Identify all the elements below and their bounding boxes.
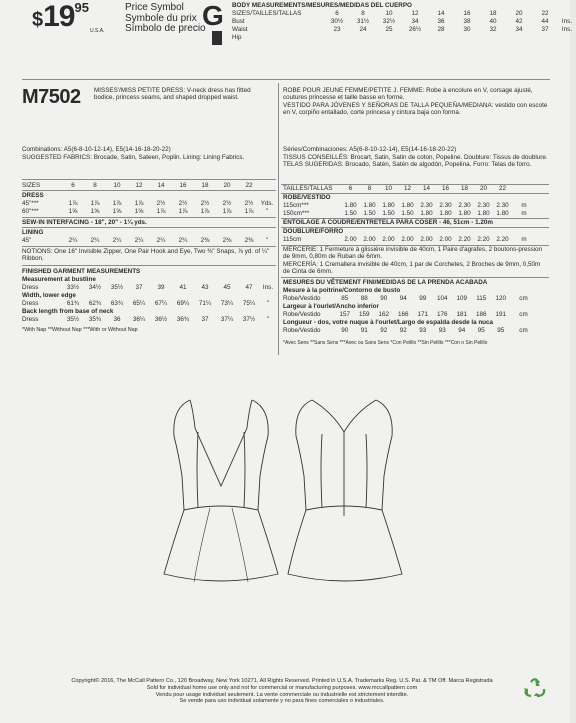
cell: 12 xyxy=(403,185,411,192)
cell: 37 xyxy=(201,316,209,323)
divider xyxy=(22,227,276,228)
cell: 6 xyxy=(348,185,353,192)
yardage-fr-sizes-row xyxy=(283,185,512,192)
cell: 162 xyxy=(378,311,389,318)
price-cents: 95 xyxy=(74,0,89,15)
cell: 1.50 xyxy=(401,210,414,217)
row-label: SIZES xyxy=(22,182,41,189)
lining-fr-label: DOUBLURE/FORRO xyxy=(283,228,344,235)
cell: 2.00 xyxy=(420,236,433,243)
cell: 22 xyxy=(245,182,253,189)
cell: 36½ xyxy=(154,316,168,323)
row-label: Robe/Vestido xyxy=(283,311,321,318)
fabrics-fr-es xyxy=(283,154,548,169)
finished-footnote-fr: *Avec Sens **Sans Sens ***Avec ou Sans Sens *Con Pelillo **Sin Pelillo ***Con o Sin Pelillo xyxy=(283,340,488,346)
row-label: 45"*** xyxy=(22,200,39,207)
cell: 93 xyxy=(419,327,427,334)
cell: 20 xyxy=(223,182,231,189)
cell: 2¼ xyxy=(112,237,122,244)
cell: 90 xyxy=(341,327,349,334)
cell: 91 xyxy=(360,327,368,334)
cell: 176 xyxy=(436,311,448,318)
body-hip-row xyxy=(232,34,324,41)
unit: m xyxy=(521,210,527,217)
row-label: Hip xyxy=(232,34,242,41)
cell: 37¼ xyxy=(220,316,234,323)
cell: 22 xyxy=(498,185,506,192)
desc-es-text: VESTIDO PARA JÓVENES Y SEÑORAS DE TALLA PEQUEÑA/MEDIANA: vestido con escote en V, corpiño entallado, corte princesa y cintura baja con forma. xyxy=(283,101,548,117)
brand-vertical-tab xyxy=(212,31,222,45)
cell: 166 xyxy=(397,311,409,318)
cell: 34½ xyxy=(88,284,102,291)
cell: 120 xyxy=(495,295,506,302)
cell: 1⅞ xyxy=(178,208,188,215)
cell: 45 xyxy=(223,284,231,291)
fabrics-es-text: TELAS SUGERIDAS: Brocado, Satén, Satén de algodón, Popelina. Forro: Telas de forro. xyxy=(283,161,532,169)
lining-row xyxy=(22,237,274,244)
cell: 1.80 xyxy=(420,210,433,217)
row-label: TAILLES/TALLAS xyxy=(283,185,333,192)
dress-front-illustration xyxy=(160,398,282,588)
cell: 99 xyxy=(419,295,427,302)
cell: 32 xyxy=(489,26,497,33)
price-symbol-fr: Symbole du prix xyxy=(125,12,197,24)
desc-en-text: MISSES'/MISS PETITE DRESS: V-neck dress has fitted bodice, princess seams, and shaped dropped waist. xyxy=(94,87,251,102)
cell: 30½ xyxy=(330,18,344,25)
cell: 2⅜ xyxy=(244,237,254,244)
cell: 1.80 xyxy=(477,210,490,217)
copyright-footer xyxy=(32,678,532,705)
yardage-sizes-row xyxy=(22,182,260,189)
dress-back-illustration xyxy=(282,398,406,588)
divider xyxy=(281,277,549,278)
unit: " xyxy=(265,237,269,244)
unit: Ins. xyxy=(561,18,573,25)
cell: 8 xyxy=(361,10,365,17)
cell: 2.30 xyxy=(477,202,490,209)
body-waist-row xyxy=(232,26,576,33)
cell: 2.00 xyxy=(344,236,357,243)
unit: cm xyxy=(519,295,528,302)
cell: 37 xyxy=(135,284,143,291)
cell: 30 xyxy=(463,26,471,33)
cell: 2½ xyxy=(244,200,254,207)
cell: 16 xyxy=(179,182,187,189)
finished-width-label: Width, lower edge xyxy=(22,292,76,299)
row-label: Waist xyxy=(232,26,248,33)
divider xyxy=(22,179,276,180)
cell: 12 xyxy=(411,10,419,17)
fabrics-en xyxy=(22,154,274,161)
cell: 36 xyxy=(113,316,121,323)
cell: 92 xyxy=(380,327,388,334)
cell: 38 xyxy=(463,18,471,25)
cell: 32½ xyxy=(382,18,396,25)
cell: 10 xyxy=(113,182,121,189)
finished-width-row xyxy=(22,300,276,307)
yardage-115-row xyxy=(283,202,536,209)
cell: 25 xyxy=(385,26,393,33)
row-label: Dress xyxy=(22,284,39,291)
cell: 159 xyxy=(358,311,370,318)
cell: 2¼ xyxy=(90,237,100,244)
cell: 1.80 xyxy=(496,210,509,217)
notions-en-text: NOTIONS: One 16" Invisible Zipper, One Pair Hook and Eye, Two ⅜" Snaps, ⅞ yd. of ¼" Ribbon. xyxy=(22,248,270,263)
cell: 24 xyxy=(359,26,367,33)
price-amount: 19 xyxy=(43,0,75,33)
cell: 23 xyxy=(333,26,341,33)
finished-bust-label: Measurement at bustline xyxy=(22,276,96,283)
cell: 41 xyxy=(179,284,187,291)
cell: 2.30 xyxy=(420,202,433,209)
cell: 1⅝ xyxy=(68,208,78,215)
body-bust-row xyxy=(232,18,576,25)
cell: 35¾ xyxy=(88,316,102,323)
unit: Ins. xyxy=(561,26,573,33)
cell: 16 xyxy=(463,10,471,17)
cell: 94 xyxy=(458,327,466,334)
cell: 33½ xyxy=(66,284,80,291)
unit: m xyxy=(521,202,527,209)
interfacing-en: SEW-IN INTERFACING - 18", 20" - 1¼ yds. xyxy=(22,219,147,226)
price-currency: U.S.A. xyxy=(90,28,105,34)
cell: 2¼ xyxy=(68,237,78,244)
pattern-number: M7502 xyxy=(22,86,81,108)
cell: 67¼ xyxy=(154,300,168,307)
cell: 85 xyxy=(341,295,349,302)
cell: 8 xyxy=(367,185,372,192)
cell: 1⅞ xyxy=(156,208,166,215)
mercerie-block xyxy=(283,246,548,276)
cell: 104 xyxy=(436,295,448,302)
row-label: Dress xyxy=(22,316,39,323)
cell: 94 xyxy=(399,295,407,302)
body-sizes-row xyxy=(232,10,558,17)
cell: 26½ xyxy=(408,26,422,33)
cell: 2.30 xyxy=(458,202,471,209)
merceria-text: MERCERÍA: 1 Cremallera invisible de 40cm, 1 par de Corchetes, 2 Broches de 9mm, 0,50m de Cinta de 6mm. xyxy=(283,260,541,276)
cell: 95 xyxy=(497,327,505,334)
cell: 95 xyxy=(477,327,485,334)
cell: 61¾ xyxy=(66,300,80,307)
price-symbol-labels xyxy=(125,3,206,35)
cell: 1.80 xyxy=(458,210,471,217)
notions-en xyxy=(22,248,274,263)
cell: 75¼ xyxy=(242,300,256,307)
cell: 63¾ xyxy=(110,300,124,307)
cell: 10 xyxy=(385,10,393,17)
price-symbol-es: Símbolo de precio xyxy=(125,23,206,34)
cell: 2.20 xyxy=(458,236,471,243)
cell: 37 xyxy=(541,26,549,33)
recycle-icon xyxy=(522,676,548,700)
combinations-en: Combinations: A5(6-8-10-12-14), E5(14-16-18-20-22) xyxy=(22,146,171,153)
body-measurements-title: BODY MEASUREMENTS/MESURES/MEDIDAS DEL CUERPO xyxy=(232,2,412,9)
cell: 191 xyxy=(495,311,506,318)
usage-line-es: Se vende para uso individual solamente y no para fines comerciales o industriales. xyxy=(179,698,385,705)
row-label: Robe/Vestido xyxy=(283,327,321,334)
finished-fr-bust-row xyxy=(283,295,537,302)
cell: 36¾ xyxy=(176,316,190,323)
cell: 2.20 xyxy=(477,236,490,243)
cell: 14 xyxy=(422,185,430,192)
usage-line-en: Sold for individual home use only and not for commercial or manufacturing purposes. www.mccallpattern.com xyxy=(146,684,418,691)
yardage-45-row xyxy=(22,200,274,207)
cell: 109 xyxy=(456,295,467,302)
cell: 2½ xyxy=(156,200,166,207)
cell: 20 xyxy=(479,185,487,192)
yardage-60-row xyxy=(22,208,274,215)
row-label: Bust xyxy=(232,18,245,25)
cell: 2⅜ xyxy=(200,237,210,244)
unit: Ins. xyxy=(262,284,274,291)
mercerie-text: MERCERIE: 1 Fermeture à glissière invisible de 40cm, 1 Paire d'agrafes, 2 boutons-pression de 9mm, 0,80m de Ruban de 6mm. xyxy=(283,246,543,261)
row-label: 115cm xyxy=(283,236,302,243)
cell: 34 xyxy=(411,18,419,25)
cell: 186 xyxy=(475,311,487,318)
cell: 35½ xyxy=(110,284,124,291)
cell: 2¼ xyxy=(178,237,188,244)
dress-label: DRESS xyxy=(22,192,44,199)
cell: 1⅝ xyxy=(134,208,144,215)
row-label: 45" xyxy=(22,237,32,244)
cell: 1⅝ xyxy=(90,208,100,215)
cell: 36 xyxy=(437,18,445,25)
cell: 2¼ xyxy=(156,237,166,244)
cell: 6 xyxy=(71,182,75,189)
price-grade-letter: G xyxy=(202,0,224,31)
cell: 1.80 xyxy=(401,202,414,209)
cell: 18 xyxy=(489,10,497,17)
cell: 171 xyxy=(417,311,428,318)
unit: cm xyxy=(519,311,528,318)
unit: " xyxy=(265,208,269,215)
cell: 1⅞ xyxy=(134,200,144,207)
divider xyxy=(22,190,276,191)
cell: 1.80 xyxy=(363,202,376,209)
column-divider xyxy=(278,83,279,355)
price-symbol-en: Price Symbol xyxy=(125,2,184,13)
cell: 42 xyxy=(515,18,523,25)
cell: 88 xyxy=(360,295,368,302)
cell: 43 xyxy=(201,284,209,291)
cell: 181 xyxy=(456,311,467,318)
lining-fr-row xyxy=(283,236,536,243)
cell: 1.80 xyxy=(382,202,395,209)
cell: 37½ xyxy=(242,316,256,323)
fabrics-en-text: SUGGESTED FABRICS: Brocade, Satin, Sateen, Poplin. Lining: Lining Fabrics. xyxy=(22,154,245,161)
cell: 2.20 xyxy=(496,236,509,243)
cell: 44 xyxy=(541,18,549,25)
price-block xyxy=(32,0,89,34)
cell: 71¼ xyxy=(198,300,212,307)
cell: 36¼ xyxy=(132,316,146,323)
cell: 2⅜ xyxy=(222,237,232,244)
fabrics-fr-text: TISSUS CONSEILLÉS: Brocart, Satin, Satin de coton, Popeline. Doublure: Tissus de doublure. xyxy=(283,154,548,161)
cell: 1.50 xyxy=(344,210,357,217)
cell: 62¾ xyxy=(88,300,102,307)
cell: 12 xyxy=(135,182,143,189)
cell: 1⅞ xyxy=(244,208,254,215)
row-label: Robe/Vestido xyxy=(283,295,321,302)
unit: Yds. xyxy=(260,200,274,207)
divider xyxy=(22,246,276,247)
combinations-fr: Séries/Combinaciones: A5(6-8-10-12-14), E5(14-16-18-20-22) xyxy=(283,146,457,153)
cell: 93 xyxy=(438,327,446,334)
cell: 20 xyxy=(515,10,523,17)
cell: 18 xyxy=(201,182,209,189)
cell: 10 xyxy=(384,185,392,192)
row-label: 115cm*** xyxy=(283,202,309,209)
finished-back-label: Back length from base of neck xyxy=(22,308,114,315)
cell: 34 xyxy=(515,26,523,33)
row-label: Dress xyxy=(22,300,39,307)
cell: 47 xyxy=(245,284,253,291)
copyright-line: Copyright© 2016, The McCall Pattern Co., 120 Broadway, New York 10271, All Rights Reserved. Printed in U.S.A. Trademarks Reg. U.S. Pat. & TM Off. Marca Registrada xyxy=(71,678,493,684)
cell: 18 xyxy=(460,185,468,192)
finished-fr-back-label: Longueur - dos, votre nuque à l'ourlet/Largo de espalda desde la nuca xyxy=(283,319,494,326)
finished-fr-title: MESURES DU VÊTEMENT FINI/MEDIDAS DE LA PRENDA ACABADA xyxy=(283,279,488,286)
cell: 1⅞ xyxy=(200,208,210,215)
cell: 69¼ xyxy=(176,300,190,307)
unit: m xyxy=(521,236,527,243)
unit: " xyxy=(266,316,270,323)
cell: 2.30 xyxy=(439,202,452,209)
cell: 14 xyxy=(437,10,445,17)
divider xyxy=(22,79,550,80)
unit: cm xyxy=(519,327,528,334)
cell: 1⅝ xyxy=(112,208,122,215)
cell: 2¼ xyxy=(134,237,144,244)
cell: 1.80 xyxy=(439,210,452,217)
interfacing-fr: ENTOILAGE À COUDRE/ENTRETELA PARA COSER - 46, 51cm - 1.20m xyxy=(283,219,493,226)
cell: 1⅞ xyxy=(112,200,122,207)
finished-fr-back-row xyxy=(283,327,537,334)
yardage-150-row xyxy=(283,210,536,217)
finished-fr-width-label: Largeur à l'ourlet/Ancho inferior xyxy=(283,303,379,310)
row-label: 60"*** xyxy=(22,208,39,215)
cell: 92 xyxy=(399,327,407,334)
price-dollar: $ xyxy=(32,9,44,31)
cell: 2.00 xyxy=(382,236,395,243)
cell: 2½ xyxy=(200,200,210,207)
unit: " xyxy=(266,300,270,307)
cell: 40 xyxy=(489,18,497,25)
cell: 2½ xyxy=(222,200,232,207)
cell: 39 xyxy=(157,284,165,291)
finished-title: FINISHED GARMENT MEASUREMENTS xyxy=(22,268,141,275)
divider xyxy=(22,265,276,266)
cell: 1.50 xyxy=(382,210,395,217)
cell: 2.00 xyxy=(401,236,414,243)
finished-fr-width-row xyxy=(283,311,537,318)
cell: 65¼ xyxy=(132,300,146,307)
cell: 2.30 xyxy=(496,202,509,209)
usage-line-fr: Vendu pour usage individuel seulement. La vente commerciale ou industrielle est strictement interdite. xyxy=(155,691,409,698)
lining-label: LINING xyxy=(22,229,44,236)
cell: 1.50 xyxy=(363,210,376,217)
divider xyxy=(22,217,276,218)
row-label: SIZES/TAILLES/TALLAS xyxy=(232,10,302,17)
cell: 6 xyxy=(335,10,339,17)
finished-bust-row xyxy=(22,284,276,291)
description-en xyxy=(94,87,272,102)
cell: 2½ xyxy=(178,200,188,207)
cell: 14 xyxy=(157,182,165,189)
cell: 1⅞ xyxy=(222,208,232,215)
cell: 16 xyxy=(441,185,449,192)
cell: 1.80 xyxy=(344,202,357,209)
cell: 28 xyxy=(437,26,445,33)
cell: 2.00 xyxy=(363,236,376,243)
row-label: 150cm*** xyxy=(283,210,310,217)
finished-back-row xyxy=(22,316,276,323)
cell: 31½ xyxy=(356,18,370,25)
cell: 90 xyxy=(380,295,388,302)
cell: 115 xyxy=(476,295,487,302)
cell: 1⅞ xyxy=(68,200,78,207)
cell: 1⅞ xyxy=(90,200,100,207)
cell: 8 xyxy=(93,182,97,189)
finished-fr-bust-label: Mesure à la poitrine/Contorno de busto xyxy=(283,287,401,294)
cell: 157 xyxy=(339,311,350,318)
desc-fr-text: ROBE POUR JEUNE FEMME/PETITE J. FEMME: Robe à encolure en V, corsage ajusté, coutures princesse et taille basse en forme. xyxy=(283,87,533,102)
cell: 2.00 xyxy=(439,236,452,243)
finished-footnote-en: *With Nap **Without Nap ***With or Without Nap xyxy=(22,327,138,333)
cell: 73¼ xyxy=(220,300,234,307)
cell: 22 xyxy=(541,10,549,17)
robe-label: ROBE/VESTIDO xyxy=(283,194,331,201)
cell: 35½ xyxy=(66,316,80,323)
description-fr-es xyxy=(283,87,548,117)
